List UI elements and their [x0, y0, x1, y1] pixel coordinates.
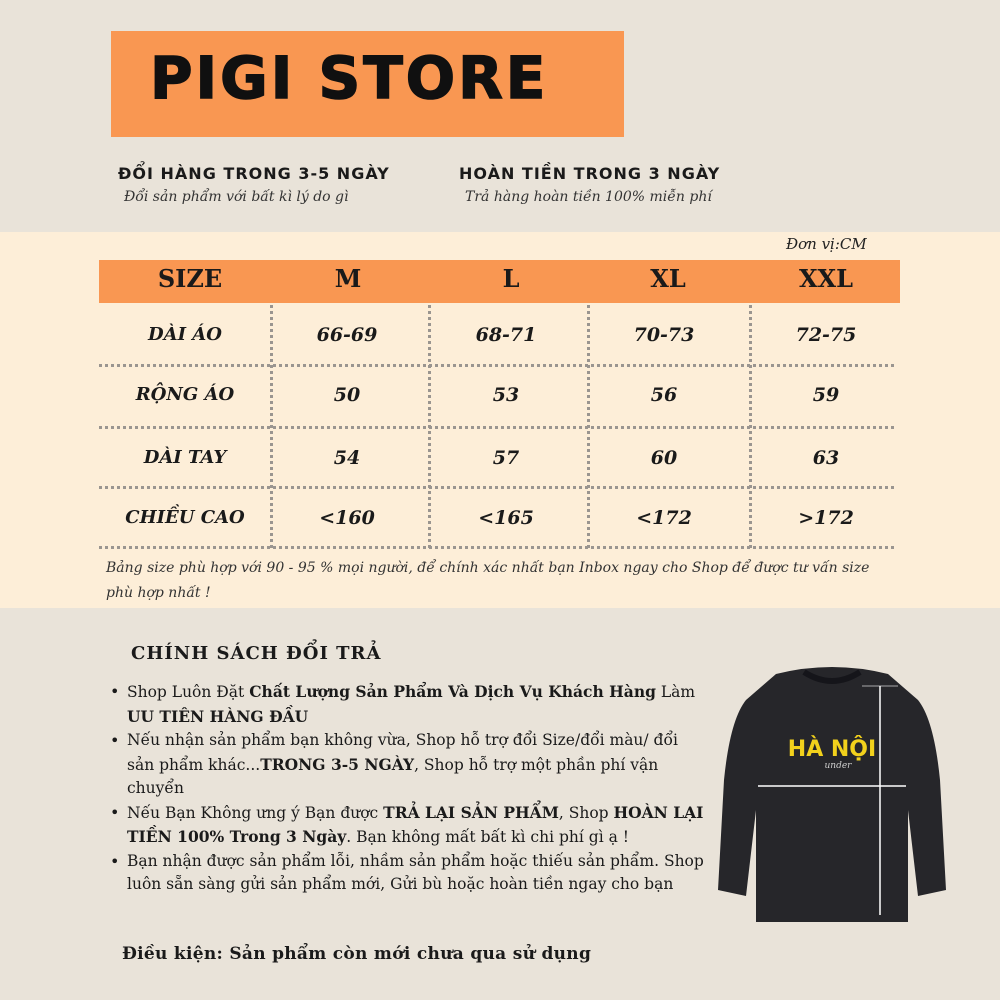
policy-item-text: Bạn nhận được sản phẩm lỗi, nhầm sản phẩm hoặc thiếu sản phẩm. Shop luôn sẵn sàng gửi sản phẩm mới, Gửi bù hoặc hoàn tiền ngay cho bạn [127, 851, 704, 893]
cell-sleeve-xxl: 63 [812, 447, 840, 469]
policy-condition: Điều kiện: Sản phẩm còn mới chưa qua sử dụng [122, 944, 592, 964]
policy-item-text: . Bạn không mất bất kì chi phí gì ạ ! [346, 828, 629, 846]
header-size-m: M [334, 264, 362, 293]
row-label-width: RỘNG ÁO [135, 384, 235, 405]
promo-refund-title: HOÀN TIỀN TRONG 3 NGÀY [459, 164, 721, 183]
cell-sleeve-xl: 60 [650, 447, 678, 469]
policy-item-text: TRONG 3-5 NGÀY [260, 754, 415, 774]
print-text: HÀ NỘI [787, 737, 877, 762]
promo-exchange-subtitle: Đổi sản phẩm với bất kì lý do gì [124, 189, 349, 205]
policy-item-text: UU TIÊN HÀNG ĐẦU [127, 706, 309, 726]
row-divider [99, 546, 894, 549]
promo-refund [459, 164, 720, 205]
cell-length-xl: 70-73 [633, 324, 695, 346]
cell-width-xxl: 59 [812, 384, 840, 406]
row-divider [99, 426, 894, 429]
policy-item-text: , Shop hỗ trợ một phần phí vận chuyển [127, 755, 659, 797]
header-size-xxl: XXL [798, 264, 854, 293]
policy-item-text: HOÀN LẠI TIỀN 100% Trong 3 Ngày [127, 802, 704, 846]
policy-title: CHÍNH SÁCH ĐỔI TRẢ [131, 643, 382, 664]
policy-item-text: Làm [655, 683, 696, 701]
header-size-xl: XL [650, 264, 686, 293]
brand-title: PIGI STORE [150, 44, 549, 112]
cell-sleeve-l: 57 [492, 447, 520, 469]
cell-length-xxl: 72-75 [795, 324, 857, 346]
row-label-height: CHIỀU CAO [125, 507, 245, 528]
header-size-l: L [502, 264, 520, 293]
promo-exchange [118, 164, 390, 205]
cell-height-xxl: >172 [798, 507, 854, 529]
cell-height-m: <160 [319, 507, 375, 529]
cell-length-l: 68-71 [475, 324, 537, 346]
cell-sleeve-m: 54 [333, 447, 361, 469]
policy-item-text: Nếu Bạn Không ưng ý Bạn được [127, 803, 384, 822]
cell-width-xl: 56 [650, 384, 678, 406]
policy-item [108, 850, 706, 897]
sweater-body [718, 667, 946, 922]
header-size-label: SIZE [157, 264, 223, 293]
cell-height-xl: <172 [636, 507, 692, 529]
row-label-sleeve: DÀI TAY [143, 447, 227, 468]
policy-item-text: Chất Lượng Sản Phẩm Và Dịch Vụ Khách Hàng [249, 682, 656, 701]
policy-item [108, 801, 706, 850]
promo-exchange-title: ĐỔI HÀNG TRONG 3-5 NGÀY [118, 164, 390, 183]
cell-height-l: <165 [478, 507, 534, 529]
policy-item-text: , Shop [558, 803, 614, 822]
policy-item [108, 729, 706, 801]
row-divider [99, 486, 894, 489]
print-subtext: under [824, 761, 852, 771]
policy-list [108, 680, 706, 897]
fit-note: Bảng size phù hợp với 90 - 95 % mọi người, để chính xác nhất bạn Inbox ngay cho Shop để được tư vấn size phù hợp nhất ! [106, 560, 870, 601]
cell-width-m: 50 [333, 384, 361, 406]
policy-item [108, 680, 706, 729]
promo-refund-subtitle: Trả hàng hoàn tiền 100% miễn phí [465, 189, 712, 205]
row-label-length: DÀI ÁO [148, 324, 222, 345]
policy-item-text: Nếu nhận sản phẩm bạn không vừa, Shop hỗ trợ đổi Size/đổi màu/ đổi sản phẩm khác... [127, 731, 678, 774]
cell-width-l: 53 [492, 384, 520, 406]
row-divider [99, 364, 894, 367]
sweater-image [712, 660, 952, 930]
policy-item-text: TRẢ LẠI SẢN PHẨM [383, 802, 559, 822]
unit-note: Đơn vị:CM [786, 235, 867, 253]
cell-length-m: 66-69 [316, 324, 378, 346]
policy-item-text: Shop Luôn Đặt [127, 683, 250, 701]
